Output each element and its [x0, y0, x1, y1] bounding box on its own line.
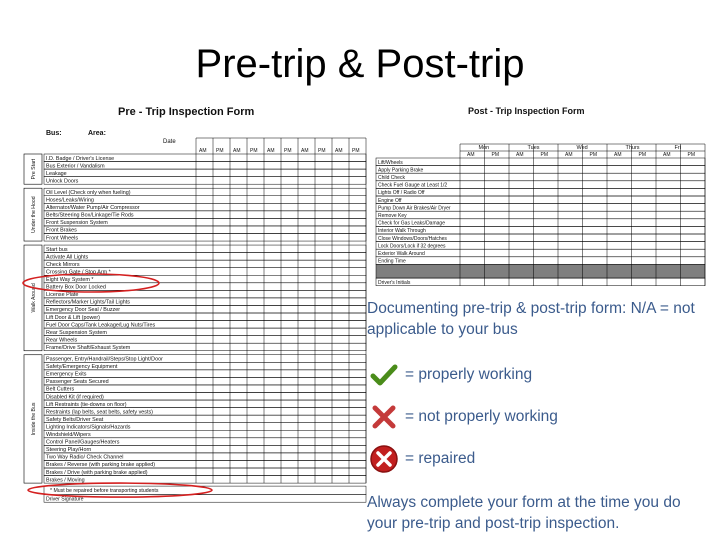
- row-label: Windshield/Wipers: [46, 432, 91, 438]
- row-label: Reflectors/Marker Lights/Tail Lights: [46, 299, 130, 306]
- time-header: PM: [284, 148, 292, 154]
- row-label: Check Mirrors: [46, 261, 80, 268]
- time-header: PM: [638, 152, 646, 158]
- time-header: AM: [233, 148, 241, 154]
- legend-label: = not properly working: [405, 408, 558, 425]
- time-header: PM: [540, 152, 548, 158]
- time-header: PM: [352, 148, 360, 154]
- row-label: Start bus: [46, 246, 68, 253]
- row-label: Pump Down Air Brakes/Air Dryer: [378, 205, 451, 212]
- legend-repaired: [367, 444, 475, 474]
- bus-label: Bus:: [46, 130, 62, 137]
- row-label: Belt Cutters: [46, 386, 75, 393]
- signature-label: Driver Signature: [46, 496, 84, 503]
- notes-intro: Documenting pre-trip & post-trip form: N/A = not applicable to your bus: [367, 300, 695, 338]
- row-label: Eight Way System *: [46, 277, 94, 283]
- row-label: Check for Gas Leaks/Damage: [378, 220, 445, 227]
- row-label: Rear Wheels: [46, 337, 78, 344]
- form-title: Pre - Trip Inspection Form: [118, 106, 255, 118]
- row-label: Engine Off: [378, 197, 402, 204]
- row-label: Ending Time: [378, 258, 406, 265]
- time-header: AM: [467, 152, 475, 158]
- row-label: Interior Walk Through: [378, 228, 426, 235]
- x-circle-icon: [367, 444, 401, 474]
- time-header: PM: [589, 152, 597, 158]
- row-label: Brakes / Reverse (with parking brake applied): [46, 462, 156, 469]
- day-header: Mon: [478, 145, 490, 151]
- x-mark-icon: [367, 402, 401, 432]
- row-label: Lighting Indicators/Signals/Hazards: [46, 424, 131, 431]
- day-header: Fri: [674, 145, 681, 151]
- time-header: AM: [267, 148, 275, 154]
- row-label: Safety Belts/Driver Seat: [46, 416, 104, 423]
- time-header: PM: [318, 148, 326, 154]
- row-label: Brakes / Drive (with parking brake applied): [46, 469, 148, 476]
- row-label: Front Wheels: [46, 235, 79, 242]
- row-label: Leakage: [46, 170, 67, 177]
- row-label: Restraints (lap belts, seat belts, safety vests): [46, 409, 153, 416]
- time-header: AM: [663, 152, 671, 158]
- row-label: Passenger Seats Secured: [46, 379, 109, 386]
- legend-label: = repaired: [405, 450, 476, 467]
- row-label: Lift Restraints (tie-downs on floor): [46, 401, 127, 408]
- date-label: Date: [163, 139, 176, 145]
- row-label: Two Way Radio/ Check Channel: [46, 454, 124, 461]
- row-label: Oil Level (Check only when fueling): [46, 189, 131, 196]
- time-header: PM: [491, 152, 499, 158]
- row-label: Front Suspension System: [46, 220, 108, 227]
- section-label: Walk Around: [31, 283, 37, 313]
- row-label: Safety/Emergency Equipment: [46, 364, 118, 371]
- row-label: Check Fuel Gauge at Least 1/2: [378, 182, 448, 189]
- row-label: License Plate: [46, 292, 79, 299]
- row-label: Activate All Lights: [46, 254, 89, 261]
- section-label: Inside the Bus: [31, 402, 37, 436]
- row-label: Lights Off / Radio Off: [378, 190, 425, 197]
- row-label: Apply Parking Brake: [378, 167, 424, 174]
- row-label: Frame/Drive Shaft/Exhaust System: [46, 344, 131, 351]
- row-label: Control Panel/Gauges/Heaters: [46, 439, 120, 446]
- row-label: Rear Suspension System: [46, 329, 107, 336]
- time-header: PM: [250, 148, 258, 154]
- row-label: Battery Box Door Locked: [46, 284, 106, 291]
- row-label: Alternator/Water Pump/Air Compressor: [46, 205, 140, 212]
- row-label: Disabled Kit (if required): [46, 394, 104, 401]
- pre-trip-inspection-form: [18, 90, 367, 530]
- table-row: [376, 264, 705, 278]
- post-trip-inspection-form: [372, 92, 707, 286]
- row-label: Fuel Door Caps/Tank Leakage/Lug Nuts/Tires: [46, 322, 156, 329]
- legend-properly-working: [367, 360, 532, 390]
- section-label: Under the Hood: [31, 196, 37, 233]
- day-header: Wed: [576, 145, 588, 151]
- row-label: Front Brakes: [46, 227, 77, 234]
- time-header: AM: [516, 152, 524, 158]
- row-label: Steering Play/Horn: [46, 447, 92, 454]
- section-label: Pre Start: [31, 158, 37, 180]
- row-label: Emergency Door Seal / Buzzer: [46, 307, 121, 314]
- row-label: Child Check: [378, 175, 405, 181]
- footnote-text: * Must be repaired before transporting students: [50, 488, 159, 495]
- row-label: Bus Exterior / Vandalism: [46, 163, 105, 170]
- row-label: Remove Key: [378, 213, 407, 219]
- row-label: Lock Doors/Lock if 32 degrees: [378, 243, 446, 250]
- row-label: Emergency Exits: [46, 371, 87, 378]
- row-label: Crossing Gate / Stop Arm *: [46, 269, 111, 276]
- notes-panel: [367, 298, 712, 532]
- time-header: AM: [614, 152, 622, 158]
- row-label: Brakes / Moving: [46, 477, 85, 484]
- time-header: AM: [301, 148, 309, 154]
- time-header: PM: [687, 152, 695, 158]
- form-title: Post - Trip Inspection Form: [468, 106, 585, 116]
- row-label: Passenger, Entry/Handrail/Steps/Stop Light/Door: [46, 356, 163, 363]
- time-header: AM: [199, 148, 207, 154]
- row-label: Close Windows/Doors/Hatches: [378, 235, 447, 242]
- row-label: Driver's Initials: [378, 279, 411, 286]
- day-header: Tues: [527, 145, 540, 151]
- time-header: PM: [216, 148, 224, 154]
- row-label: Hoses/Leaks/Wiring: [46, 197, 94, 204]
- checkmark-icon: [367, 360, 401, 390]
- day-header: Thurs: [625, 145, 640, 151]
- row-label: I.D. Badge / Driver's License: [46, 155, 115, 162]
- time-header: AM: [565, 152, 573, 158]
- notes-closing: Always complete your form at the time you do your pre-trip and post-trip inspection.: [367, 494, 681, 532]
- row-label: Unlock Doors: [46, 178, 79, 185]
- legend-not-properly-working: [367, 402, 558, 432]
- row-label: Lift/Wheels: [378, 159, 403, 166]
- slide-title: Pre-trip & Post-trip: [195, 42, 525, 86]
- time-header: AM: [335, 148, 343, 154]
- row-label: Lift Door & Lift (power): [46, 314, 100, 321]
- area-label: Area:: [88, 130, 106, 137]
- legend-label: = properly working: [405, 366, 533, 383]
- row-label: Exterior Walk Around: [378, 251, 425, 257]
- row-label: Belts/Steering Box/Linkage/Tie Rods: [46, 212, 134, 219]
